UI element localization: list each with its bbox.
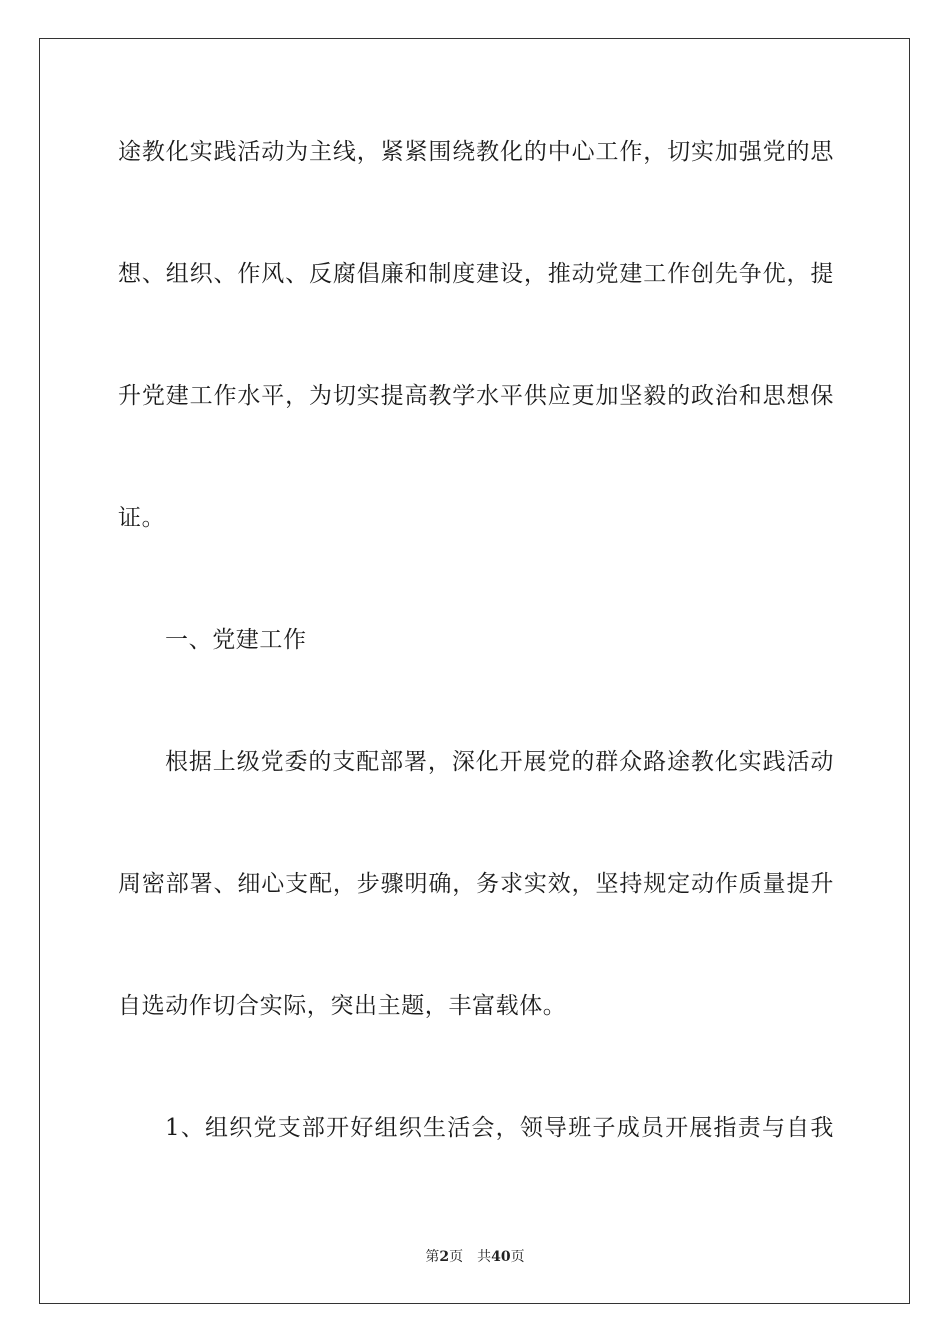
footer-page-number: 2 bbox=[439, 1249, 450, 1265]
body-text-line-2: 想、组织、作风、反腐倡廉和制度建设，推动党建工作创先争优，提 bbox=[118, 261, 834, 287]
body-text-line-7: 周密部署、细心支配，步骤明确，务求实效，坚持规定动作质量提升 bbox=[118, 871, 834, 897]
footer-total-pages: 40 bbox=[491, 1249, 511, 1265]
body-text-line-9: 1、组织党支部开好组织生活会，领导班子成员开展指责与自我 bbox=[165, 1115, 834, 1141]
body-text-line-8: 自选动作切合实际，突出主题，丰富载体。 bbox=[118, 993, 567, 1019]
body-text-line-1: 途教化实践活动为主线，紧紧围绕教化的中心工作，切实加强党的思 bbox=[118, 139, 834, 165]
body-text-line-6: 根据上级党委的支配部署，深化开展党的群众路途教化实践活动 bbox=[165, 749, 834, 775]
footer-page-suffix: 页 bbox=[449, 1249, 464, 1265]
section-heading: 一、党建工作 bbox=[165, 627, 307, 653]
body-text-line-4: 证。 bbox=[118, 505, 166, 531]
footer-page-prefix: 第 bbox=[425, 1249, 440, 1265]
footer-total-prefix: 共 bbox=[477, 1249, 492, 1265]
page-footer bbox=[0, 1248, 950, 1266]
body-text-line-3: 升党建工作水平，为切实提高教学水平供应更加坚毅的政治和思想保 bbox=[118, 383, 834, 409]
footer-total-suffix: 页 bbox=[510, 1249, 525, 1265]
